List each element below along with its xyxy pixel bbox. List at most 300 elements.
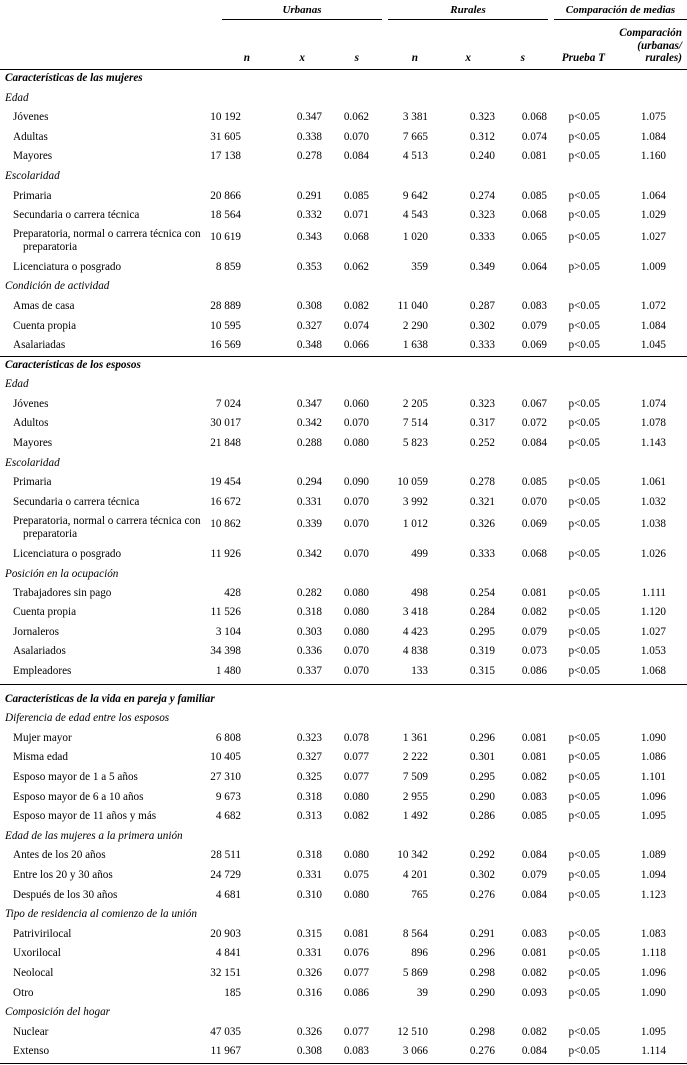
cell-prueba-t: p<0.05 [568, 626, 600, 638]
cell-rural-n: 10 342 [397, 849, 428, 861]
cell-urban-x: 0.353 [296, 261, 322, 273]
cell-urban-n: 11 526 [210, 606, 241, 618]
subsection-title: Diferencia de edad entre los esposos [5, 712, 170, 724]
cell-urban-n: 30 017 [210, 417, 241, 429]
cell-urban-x: 0.342 [296, 548, 322, 560]
cell-rural-n: 1 492 [402, 810, 428, 822]
cell-urban-n: 4 681 [215, 889, 241, 901]
row-label: Esposo mayor de 1 a 5 años [13, 771, 138, 783]
table-row [0, 336, 687, 356]
table-row [0, 493, 687, 513]
cell-comparacion: 1.061 [640, 476, 666, 488]
cell-rural-n: 5 869 [402, 967, 428, 979]
cell-urban-x: 0.294 [296, 476, 322, 488]
cell-rural-x: 0.295 [469, 626, 495, 638]
cell-urban-n: 21 848 [210, 437, 241, 449]
cell-rural-x: 0.302 [469, 320, 495, 332]
cell-urban-x: 0.348 [296, 339, 322, 351]
col-header-rural-n: n [411, 52, 418, 64]
table-row [0, 128, 687, 148]
table-row [0, 395, 687, 415]
cell-prueba-t: p<0.05 [568, 300, 600, 312]
row-label: Mayores [13, 437, 53, 449]
cell-rural-x: 0.317 [469, 417, 495, 429]
row-label: Jóvenes [13, 111, 49, 123]
cell-rural-n: 1 012 [402, 518, 428, 530]
cell-comparacion: 1.075 [640, 111, 666, 123]
subsection-title: Composición del hogar [5, 1006, 111, 1018]
cell-urban-n: 20 903 [210, 928, 241, 940]
cell-rural-x: 0.323 [469, 111, 495, 123]
cell-urban-s: 0.080 [343, 437, 369, 449]
table-row [0, 807, 687, 827]
cell-prueba-t: p<0.05 [568, 476, 600, 488]
row-label: Patrivirilocal [13, 928, 72, 940]
cell-rural-n: 498 [411, 587, 428, 599]
table-row [0, 846, 687, 866]
cell-urban-x: 0.337 [296, 665, 322, 677]
cell-rural-s: 0.074 [521, 131, 547, 143]
cell-rural-s: 0.069 [521, 518, 547, 530]
subsection-title: Escolaridad [5, 170, 60, 182]
cell-urban-s: 0.077 [343, 967, 369, 979]
cell-rural-s: 0.084 [521, 889, 547, 901]
cell-rural-x: 0.349 [469, 261, 495, 273]
cell-prueba-t: p<0.05 [568, 398, 600, 410]
row-label: Otro [13, 987, 34, 999]
cell-rural-n: 3 418 [402, 606, 428, 618]
row-label: Nuclear [13, 1026, 49, 1038]
cell-prueba-t: p<0.05 [568, 665, 600, 677]
row-label: Licenciatura o posgrado [13, 261, 122, 273]
cell-prueba-t: p<0.05 [568, 496, 600, 508]
cell-comparacion: 1.143 [640, 437, 666, 449]
cell-urban-s: 0.062 [343, 111, 369, 123]
cell-rural-n: 8 564 [402, 928, 428, 940]
cell-comparacion: 1.089 [640, 849, 666, 861]
cell-urban-s: 0.077 [343, 771, 369, 783]
cell-rural-x: 0.292 [469, 849, 495, 861]
subsection-title: Tipo de residencia al comienzo de la unión [5, 908, 197, 920]
subsection-title: Posición en la ocupación [5, 568, 119, 580]
cell-urban-x: 0.343 [296, 231, 322, 243]
cell-comparacion: 1.084 [640, 320, 666, 332]
cell-urban-s: 0.070 [343, 131, 369, 143]
cell-rural-s: 0.083 [521, 791, 547, 803]
cell-urban-s: 0.070 [343, 645, 369, 657]
cell-rural-x: 0.323 [469, 398, 495, 410]
row-label: Jóvenes [13, 398, 49, 410]
cell-rural-s: 0.081 [521, 150, 547, 162]
cell-rural-x: 0.312 [469, 131, 495, 143]
cell-prueba-t: p<0.05 [568, 417, 600, 429]
table-row [0, 147, 687, 167]
table-row [0, 729, 687, 749]
cell-urban-x: 0.278 [296, 150, 322, 162]
cell-comparacion: 1.094 [640, 869, 666, 881]
cell-comparacion: 1.074 [640, 398, 666, 410]
cell-rural-n: 765 [411, 889, 428, 901]
cell-urban-x: 0.303 [296, 626, 322, 638]
cell-urban-x: 0.308 [296, 300, 322, 312]
cell-rural-x: 0.290 [469, 791, 495, 803]
cell-urban-x: 0.318 [296, 791, 322, 803]
cell-prueba-t: p<0.05 [568, 518, 600, 530]
group-header-comparacion: Comparación de medias [565, 4, 676, 16]
cell-rural-x: 0.326 [469, 518, 495, 530]
cell-urban-n: 24 729 [210, 869, 241, 881]
cell-rural-s: 0.084 [521, 849, 547, 861]
cell-urban-s: 0.075 [343, 869, 369, 881]
cell-urban-x: 0.325 [296, 771, 322, 783]
cell-prueba-t: p<0.05 [568, 1045, 600, 1057]
table-row [0, 434, 687, 454]
cell-rural-s: 0.081 [521, 947, 547, 959]
cell-urban-s: 0.070 [343, 496, 369, 508]
cell-urban-x: 0.310 [296, 889, 322, 901]
cell-rural-s: 0.082 [521, 606, 547, 618]
cell-urban-n: 11 926 [210, 548, 241, 560]
cell-comparacion: 1.095 [640, 810, 666, 822]
cell-urban-n: 31 605 [210, 131, 241, 143]
table-row [0, 788, 687, 808]
cell-urban-s: 0.080 [343, 849, 369, 861]
cell-urban-n: 18 564 [210, 209, 241, 221]
cell-rural-x: 0.301 [469, 751, 495, 763]
cell-urban-x: 0.316 [296, 987, 322, 999]
cell-rural-n: 5 823 [402, 437, 428, 449]
table-row [0, 925, 687, 945]
cell-rural-s: 0.067 [521, 398, 547, 410]
table-row [0, 545, 687, 565]
cell-urban-s: 0.066 [343, 339, 369, 351]
cell-rural-x: 0.298 [469, 1026, 495, 1038]
cell-rural-x: 0.323 [469, 209, 495, 221]
cell-comparacion: 1.084 [640, 131, 666, 143]
cell-urban-n: 47 035 [210, 1026, 241, 1038]
col-header-comparacion [619, 27, 682, 65]
cell-prueba-t: p<0.05 [568, 231, 600, 243]
table-row [0, 108, 687, 128]
row-label: Misma edad [13, 751, 68, 763]
cell-urban-x: 0.318 [296, 606, 322, 618]
cell-rural-n: 4 838 [402, 645, 428, 657]
cell-rural-n: 9 642 [402, 190, 428, 202]
row-label: Mujer mayor [13, 732, 72, 744]
cell-urban-s: 0.076 [343, 947, 369, 959]
cell-urban-n: 4 841 [215, 947, 241, 959]
row-label: Cuenta propia [13, 606, 77, 618]
cell-prueba-t: p<0.05 [568, 889, 600, 901]
section-rule [0, 684, 687, 685]
col-header-comparacion-line1: Comparación [619, 27, 682, 39]
cell-rural-n: 7 665 [402, 131, 428, 143]
row-label: Esposo mayor de 6 a 10 años [13, 791, 144, 803]
cell-rural-n: 2 955 [402, 791, 428, 803]
cell-urban-s: 0.082 [343, 810, 369, 822]
cell-rural-n: 1 638 [402, 339, 428, 351]
row-label: Trabajadores sin pago [13, 587, 112, 599]
cell-urban-s: 0.080 [343, 606, 369, 618]
cell-prueba-t: p<0.05 [568, 849, 600, 861]
cell-urban-s: 0.071 [343, 209, 369, 221]
cell-urban-n: 7 024 [215, 398, 241, 410]
cell-rural-n: 7 514 [402, 417, 428, 429]
table-row [0, 1023, 687, 1043]
row-label: Mayores [13, 150, 53, 162]
cell-urban-s: 0.082 [343, 300, 369, 312]
cell-rural-s: 0.085 [521, 810, 547, 822]
cell-rural-x: 0.276 [469, 889, 495, 901]
cell-urban-n: 19 454 [210, 476, 241, 488]
cell-rural-s: 0.081 [521, 587, 547, 599]
cell-prueba-t: p<0.05 [568, 791, 600, 803]
cell-comparacion: 1.072 [640, 300, 666, 312]
cell-comparacion: 1.101 [640, 771, 666, 783]
cell-prueba-t: p<0.05 [568, 928, 600, 940]
cell-rural-s: 0.068 [521, 111, 547, 123]
cell-rural-x: 0.296 [469, 947, 495, 959]
cell-comparacion: 1.032 [640, 496, 666, 508]
cell-rural-s: 0.079 [521, 869, 547, 881]
cell-rural-n: 3 992 [402, 496, 428, 508]
row-label: Entre los 20 y 30 años [13, 869, 113, 881]
table-row [0, 258, 687, 278]
cell-urban-s: 0.070 [343, 665, 369, 677]
cell-rural-n: 2 205 [402, 398, 428, 410]
group-header-urbanas: Urbanas [282, 4, 322, 16]
col-header-urban-x: x [299, 52, 305, 64]
cell-rural-s: 0.085 [521, 476, 547, 488]
cell-rural-s: 0.093 [521, 987, 547, 999]
cell-rural-n: 359 [411, 261, 428, 273]
cell-prueba-t: p<0.05 [568, 751, 600, 763]
cell-rural-s: 0.082 [521, 771, 547, 783]
cell-urban-s: 0.070 [343, 548, 369, 560]
cell-urban-x: 0.347 [296, 111, 322, 123]
cell-urban-x: 0.331 [296, 496, 322, 508]
table-row [0, 984, 687, 1004]
cell-prueba-t: p<0.05 [568, 771, 600, 783]
row-label: Adultos [13, 417, 49, 429]
cell-rural-s: 0.079 [521, 626, 547, 638]
cell-urban-x: 0.338 [296, 131, 322, 143]
cell-urban-x: 0.288 [296, 437, 322, 449]
cell-urban-n: 9 673 [215, 791, 241, 803]
cell-rural-x: 0.296 [469, 732, 495, 744]
cell-urban-s: 0.080 [343, 889, 369, 901]
cell-comparacion: 1.120 [640, 606, 666, 618]
table-row [0, 414, 687, 434]
cell-urban-x: 0.318 [296, 849, 322, 861]
cell-rural-n: 10 059 [397, 476, 428, 488]
cell-rural-s: 0.082 [521, 1026, 547, 1038]
cell-urban-x: 0.313 [296, 810, 322, 822]
cell-urban-s: 0.080 [343, 626, 369, 638]
cell-rural-s: 0.082 [521, 967, 547, 979]
cell-urban-n: 27 310 [210, 771, 241, 783]
cell-prueba-t: p<0.05 [568, 131, 600, 143]
cell-urban-s: 0.068 [343, 231, 369, 243]
cell-prueba-t: p<0.05 [568, 732, 600, 744]
cell-urban-n: 8 859 [215, 261, 241, 273]
cell-rural-n: 3 381 [402, 111, 428, 123]
table-bottom-rule [0, 1063, 687, 1064]
table-row [0, 866, 687, 886]
col-header-urban-n: n [243, 52, 250, 64]
cell-rural-x: 0.284 [469, 606, 495, 618]
cell-rural-n: 1 361 [402, 732, 428, 744]
cell-rural-n: 2 290 [402, 320, 428, 332]
col-header-urban-s: s [354, 52, 359, 64]
subsection-title: Edad [5, 92, 29, 104]
cell-urban-x: 0.326 [296, 1026, 322, 1038]
cell-urban-s: 0.078 [343, 732, 369, 744]
cell-comparacion: 1.086 [640, 751, 666, 763]
cell-prueba-t: p<0.05 [568, 967, 600, 979]
cell-prueba-t: p<0.05 [568, 339, 600, 351]
cell-rural-s: 0.069 [521, 339, 547, 351]
cell-urban-s: 0.080 [343, 587, 369, 599]
cell-comparacion: 1.095 [640, 1026, 666, 1038]
cell-rural-x: 0.319 [469, 645, 495, 657]
table-row [0, 623, 687, 643]
row-label: Extenso [13, 1045, 50, 1057]
table-row [0, 768, 687, 788]
row-label: Secundaria o carrera técnica [13, 209, 140, 221]
group-header-rurales: Rurales [450, 4, 486, 16]
cell-urban-s: 0.086 [343, 987, 369, 999]
group-underline-rurales [388, 19, 548, 20]
table-row [0, 317, 687, 337]
cell-urban-n: 16 672 [210, 496, 241, 508]
row-label: Cuenta propia [13, 320, 77, 332]
cell-urban-x: 0.291 [296, 190, 322, 202]
section-title: Características de los esposos [5, 359, 141, 371]
cell-rural-x: 0.333 [469, 339, 495, 351]
table-row [0, 584, 687, 604]
cell-urban-x: 0.323 [296, 732, 322, 744]
cell-rural-s: 0.081 [521, 732, 547, 744]
cell-urban-n: 10 595 [210, 320, 241, 332]
cell-urban-s: 0.085 [343, 190, 369, 202]
table-row [0, 964, 687, 984]
row-label: Licenciatura o posgrado [13, 548, 122, 560]
cell-rural-x: 0.295 [469, 771, 495, 783]
cell-urban-x: 0.327 [296, 751, 322, 763]
cell-urban-n: 32 151 [210, 967, 241, 979]
cell-urban-s: 0.060 [343, 398, 369, 410]
cell-rural-s: 0.064 [521, 261, 547, 273]
cell-urban-x: 0.347 [296, 398, 322, 410]
row-label: Primaria [13, 190, 52, 202]
cell-rural-x: 0.290 [469, 987, 495, 999]
section-title: Características de la vida en pareja y familiar [5, 693, 215, 705]
table-row [0, 642, 687, 662]
col-header-comparacion-line3: rurales) [645, 52, 682, 64]
cell-prueba-t: p>0.05 [568, 261, 600, 273]
cell-rural-n: 11 040 [397, 300, 428, 312]
cell-urban-s: 0.081 [343, 928, 369, 940]
cell-urban-s: 0.077 [343, 751, 369, 763]
cell-urban-x: 0.332 [296, 209, 322, 221]
cell-prueba-t: p<0.05 [568, 1026, 600, 1038]
cell-urban-s: 0.070 [343, 417, 369, 429]
cell-urban-n: 20 866 [210, 190, 241, 202]
table-row [0, 297, 687, 317]
cell-rural-x: 0.252 [469, 437, 495, 449]
cell-rural-s: 0.079 [521, 320, 547, 332]
table-row [0, 225, 687, 259]
cell-prueba-t: p<0.05 [568, 987, 600, 999]
col-header-rural-s: s [520, 52, 525, 64]
cell-urban-x: 0.336 [296, 645, 322, 657]
cell-prueba-t: p<0.05 [568, 606, 600, 618]
cell-urban-s: 0.074 [343, 320, 369, 332]
row-label: Después de los 30 años [13, 889, 118, 901]
row-label: Jornaleros [13, 626, 59, 638]
cell-rural-n: 133 [411, 665, 428, 677]
cell-rural-x: 0.302 [469, 869, 495, 881]
cell-urban-s: 0.070 [343, 518, 369, 530]
subsection-title: Escolaridad [5, 457, 60, 469]
cell-urban-n: 10 405 [210, 751, 241, 763]
cell-rural-n: 896 [411, 947, 428, 959]
cell-rural-s: 0.084 [521, 1045, 547, 1057]
cell-rural-s: 0.065 [521, 231, 547, 243]
cell-urban-n: 10 619 [210, 231, 241, 243]
cell-urban-x: 0.326 [296, 967, 322, 979]
table-row [0, 944, 687, 964]
group-underline-comparacion [554, 19, 687, 20]
cell-urban-n: 28 889 [210, 300, 241, 312]
table-row [0, 603, 687, 623]
cell-rural-n: 39 [416, 987, 428, 999]
cell-urban-s: 0.077 [343, 1026, 369, 1038]
cell-comparacion: 1.160 [640, 150, 666, 162]
cell-rural-x: 0.276 [469, 1045, 495, 1057]
table-row [0, 1042, 687, 1062]
cell-rural-s: 0.073 [521, 645, 547, 657]
cell-rural-x: 0.286 [469, 810, 495, 822]
subsection-title: Condición de actividad [5, 280, 110, 292]
cell-rural-n: 4 513 [402, 150, 428, 162]
cell-comparacion: 1.111 [641, 587, 666, 599]
cell-prueba-t: p<0.05 [568, 869, 600, 881]
row-label: Uxorilocal [13, 947, 61, 959]
group-underline-urbanas [222, 19, 382, 20]
cell-urban-s: 0.080 [343, 791, 369, 803]
cell-prueba-t: p<0.05 [568, 437, 600, 449]
cell-comparacion: 1.026 [640, 548, 666, 560]
cell-comparacion: 1.064 [640, 190, 666, 202]
cell-rural-n: 1 020 [402, 231, 428, 243]
cell-comparacion: 1.053 [640, 645, 666, 657]
cell-urban-n: 10 862 [210, 518, 241, 530]
cell-prueba-t: p<0.05 [568, 548, 600, 560]
row-label: Empleadores [13, 665, 72, 677]
cell-urban-n: 10 192 [210, 111, 241, 123]
cell-urban-s: 0.083 [343, 1045, 369, 1057]
cell-rural-x: 0.254 [469, 587, 495, 599]
cell-urban-x: 0.339 [296, 518, 322, 530]
cell-rural-s: 0.072 [521, 417, 547, 429]
cell-urban-s: 0.090 [343, 476, 369, 488]
cell-rural-n: 12 510 [397, 1026, 428, 1038]
cell-prueba-t: p<0.05 [568, 320, 600, 332]
cell-rural-n: 499 [411, 548, 428, 560]
cell-rural-x: 0.287 [469, 300, 495, 312]
